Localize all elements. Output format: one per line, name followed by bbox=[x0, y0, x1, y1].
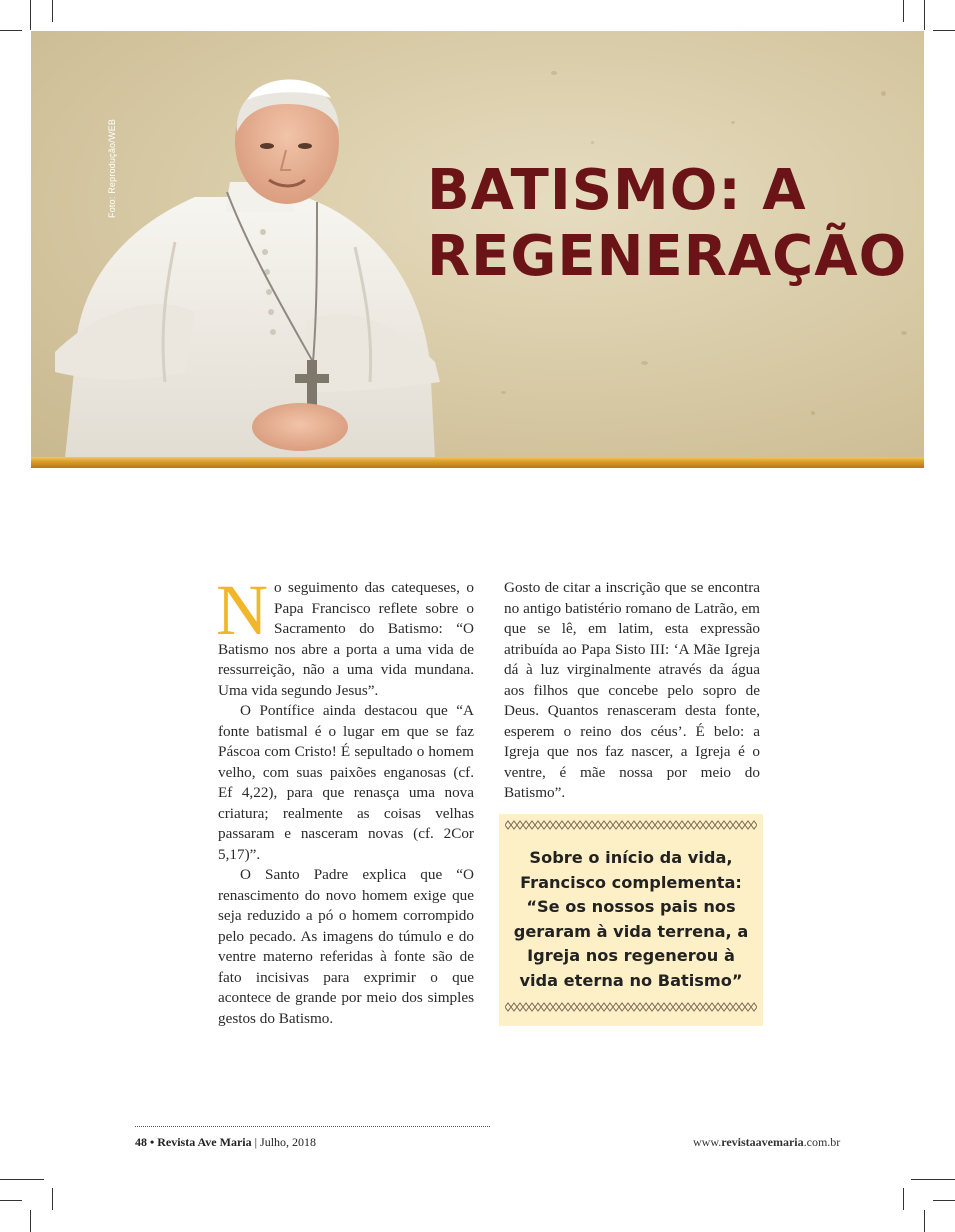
paragraph: No seguimento das catequeses, o Papa Francisco reflete sobre o Sacramento do Batismo: “O Batismo nos abre a porta a uma vida de ressurreição, não a uma vida mundana. Uma vida segundo Jesus”. bbox=[216, 570, 474, 699]
pull-quote-box bbox=[499, 814, 763, 1026]
page-number: 48 bbox=[135, 1135, 147, 1149]
issue-date: Julho, 2018 bbox=[260, 1135, 317, 1149]
drop-cap: N bbox=[216, 570, 268, 650]
gold-divider-bar bbox=[31, 457, 924, 468]
magazine-name: Revista Ave Maria bbox=[157, 1135, 252, 1149]
pope-francis-photo bbox=[55, 62, 445, 458]
footer-divider bbox=[135, 1126, 490, 1127]
website-url: www.revistaavemaria.com.br bbox=[693, 1135, 841, 1149]
crop-mark bbox=[933, 30, 955, 31]
crop-mark bbox=[0, 1200, 22, 1201]
crop-mark bbox=[924, 1210, 925, 1232]
ornament-border-icon bbox=[505, 820, 757, 830]
paragraph: O Pontífice ainda destacou que “A fonte batismal é o lugar em que se faz Páscoa com Cristo! É sepultado o homem velho, com suas paixões enganosas (cf. Ef 4,22), para que renasça uma nova criatura; realmente as coisas velhas passaram e nasceram novas (cf. 2Cor 5,17)”. bbox=[218, 702, 474, 863]
crop-mark bbox=[0, 1179, 44, 1180]
crop-mark bbox=[30, 1210, 31, 1232]
pull-quote-text: Sobre o início da vida, Francisco complementa: “Se os nossos pais nos geraram à vida terrena, a Igreja nos regenerou à vida eterna no Batismo” bbox=[513, 848, 749, 990]
crop-mark bbox=[0, 30, 22, 31]
crop-mark bbox=[924, 0, 925, 30]
crop-mark bbox=[52, 0, 53, 22]
crop-mark bbox=[933, 1200, 955, 1201]
article-title bbox=[427, 158, 907, 290]
title-line-2: REGENERAÇÃO bbox=[427, 224, 908, 289]
crop-mark bbox=[30, 0, 31, 30]
crop-mark bbox=[911, 1179, 955, 1180]
footer-left: 48 • Revista Ave Maria | Julho, 2018 bbox=[135, 1135, 317, 1149]
crop-mark bbox=[903, 1188, 904, 1210]
crop-mark bbox=[52, 1188, 53, 1210]
article-column-right bbox=[504, 578, 760, 804]
crop-mark bbox=[903, 0, 904, 22]
article-column-left bbox=[216, 570, 474, 1029]
paragraph: O Santo Padre explica que “O renascimento do novo homem exige que seja reduzido a pó o homem corrompido pelo pecado. As imagens do túmulo e do ventre materno referidas à fonte são de fato incisivas para exprimir o que acontece de grande por meio dos simples gestos do Batismo. bbox=[218, 866, 474, 1027]
title-line-1: BATISMO: A bbox=[427, 158, 807, 223]
ornament-border-icon bbox=[505, 1002, 757, 1012]
paragraph: Gosto de citar a inscrição que se encontra no antigo batistério romano de Latrão, em que se lê, em latim, esta expressão atribuída ao Papa Sisto III: ‘A Mãe Igreja dá à luz virginalmente através da água aos filhos que concebe pelo sopro de Deus. Quantos renasceram desta fonte, esperem o reino dos céus’. É belo: a Igreja que nos faz nascer, a Igreja é o ventre, é mãe nossa por meio do Batismo”. bbox=[504, 579, 760, 801]
photo-credit: Foto: Reprodução/WEB bbox=[107, 118, 117, 218]
